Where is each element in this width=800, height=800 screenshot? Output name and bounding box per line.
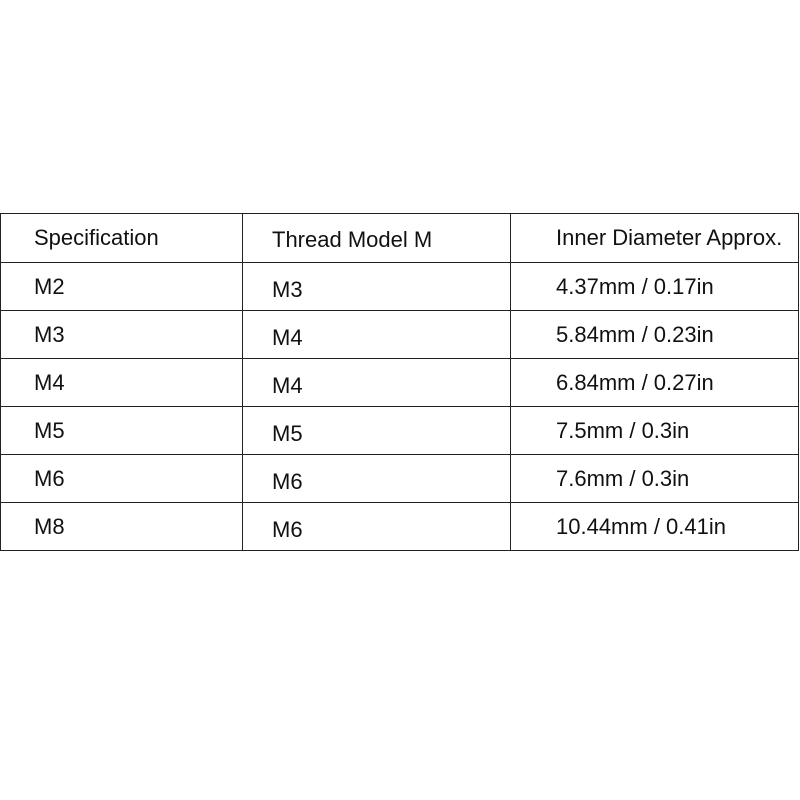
cell-specification: M4 [1,359,243,407]
cell-specification: M6 [1,455,243,503]
cell-inner-diameter: 7.5mm / 0.3in [511,407,799,455]
cell-specification: M5 [1,407,243,455]
table-row [1,455,799,503]
cell-thread-model [243,263,511,311]
cell-thread-model [243,359,511,407]
header-specification: Specification [1,214,243,263]
cell-inner-diameter: 10.44mm / 0.41in [511,503,799,551]
cell-thread-model-value: M6 [272,516,303,542]
cell-inner-diameter: 6.84mm / 0.27in [511,359,799,407]
cell-inner-diameter: 4.37mm / 0.17in [511,263,799,311]
cell-thread-model [243,503,511,551]
cell-thread-model-value: M3 [272,276,303,302]
cell-thread-model-value: M6 [272,468,303,494]
table-row [1,263,799,311]
table-header-row [1,214,799,263]
table-row [1,407,799,455]
cell-specification: M3 [1,311,243,359]
cell-thread-model-value: M5 [272,420,303,446]
table-row [1,359,799,407]
cell-thread-model [243,455,511,503]
header-thread-model [243,214,511,263]
table-row [1,311,799,359]
cell-thread-model-value: M4 [272,324,303,350]
cell-specification: M2 [1,263,243,311]
header-inner-diameter: Inner Diameter Approx. [511,214,799,263]
table-row [1,503,799,551]
header-thread-model-label: Thread Model M [272,227,433,252]
cell-inner-diameter: 7.6mm / 0.3in [511,455,799,503]
cell-thread-model [243,407,511,455]
cell-thread-model-value: M4 [272,372,303,398]
cell-inner-diameter: 5.84mm / 0.23in [511,311,799,359]
cell-thread-model [243,311,511,359]
spec-table [0,213,799,551]
cell-specification: M8 [1,503,243,551]
